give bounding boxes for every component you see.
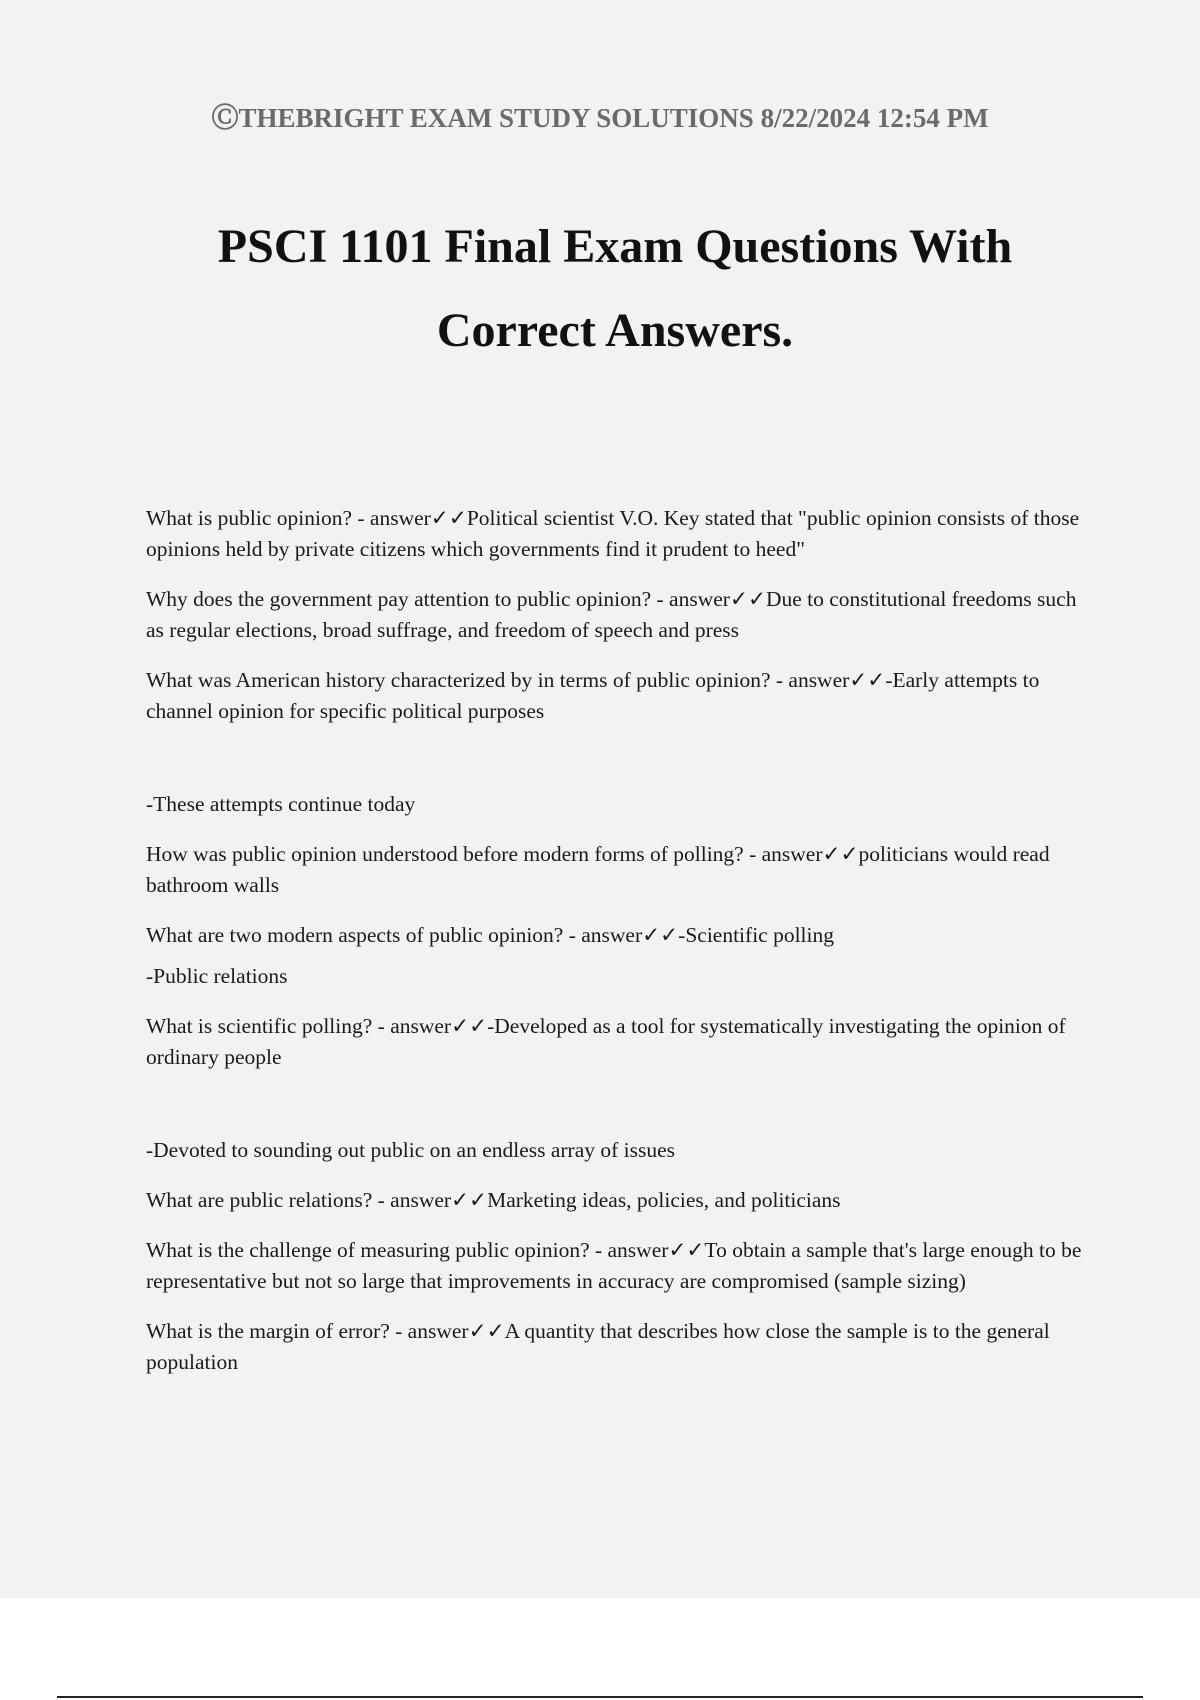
qa-continuation: -Devoted to sounding out public on an endless array of issues bbox=[146, 1138, 676, 1162]
page-title: PSCI 1101 Final Exam Questions With Correct Answers. bbox=[217, 220, 1013, 357]
footer-divider bbox=[57, 1696, 1143, 1698]
qa-content bbox=[146, 503, 1091, 1397]
watermark-header: ⒸTHEBRIGHT EXAM STUDY SOLUTIONS 8/22/2024 12:54 PM bbox=[211, 103, 989, 133]
qa-item: What is the margin of error? - answer✓✓A quantity that describes how close the sample is to the general population bbox=[146, 1319, 1050, 1374]
qa-item: What is public opinion? - answer✓✓Political scientist V.O. Key stated that "public opinion consists of those opinions held by private citizens which governments find it prudent to heed" bbox=[146, 506, 1080, 561]
qa-item: What is scientific polling? - answer✓✓-Developed as a tool for systematically investigating the opinion of ordinary people bbox=[146, 1014, 1066, 1069]
qa-continuation: -These attempts continue today bbox=[146, 792, 416, 816]
qa-item: What are public relations? - answer✓✓Marketing ideas, policies, and politicians bbox=[146, 1188, 841, 1212]
qa-continuation: -Public relations bbox=[146, 964, 288, 988]
qa-item: What is the challenge of measuring public opinion? - answer✓✓To obtain a sample that's large enough to be representative but not so large that improvements in accuracy are compromised (sample sizing) bbox=[146, 1238, 1082, 1293]
qa-item: What are two modern aspects of public opinion? - answer✓✓-Scientific polling bbox=[146, 923, 834, 947]
qa-item: How was public opinion understood before modern forms of polling? - answer✓✓politicians would read bathroom walls bbox=[146, 842, 1050, 897]
qa-item: What was American history characterized by in terms of public opinion? - answer✓✓-Early attempts to channel opinion for specific political purposes bbox=[146, 668, 1040, 723]
qa-item: Why does the government pay attention to public opinion? - answer✓✓Due to constitutional freedoms such as regular elections, broad suffrage, and freedom of speech and press bbox=[146, 587, 1077, 642]
